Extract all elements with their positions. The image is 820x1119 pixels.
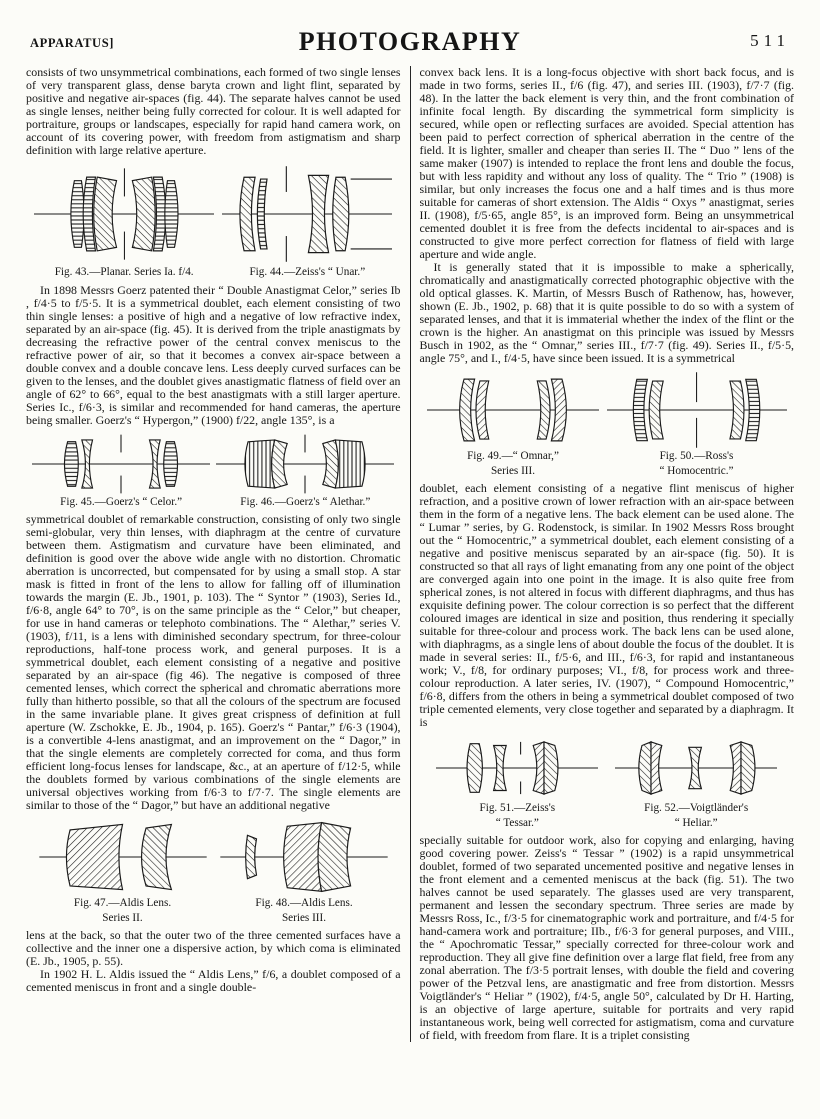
figure-48 <box>219 819 389 924</box>
left-column <box>26 66 410 1042</box>
text-columns <box>26 66 794 1042</box>
lens-diagram-unar-icon <box>222 164 392 264</box>
paragraph-aldis-issue: In 1902 H. L. Aldis issued the “ Aldis Lens,” f/6, a doublet composed of a cemented meniscus in front and a single double- <box>26 967 401 995</box>
figure-caption: Fig. 43.—Planar. Series Ia. f/4. <box>54 266 194 278</box>
paragraph-intro: consists of two unsymmetrical combinations, each formed of two single lenses of very transparent glass, dense baryta crown and light flint, separated by positive and negative air-spaces (fig. 44). The separate halves cannot be used as single lenses, neither being fully corrected for colour. It is well adapted for portraiture, groups or landscapes, especially for rapid hand camera work, on account of its covering power, with freedom from astigmatism and sharp definition with large relative aperture. <box>26 65 401 157</box>
running-head-section: APPARATUS] <box>30 36 115 50</box>
figure-caption: Fig. 45.—Goerz's “ Celor.” <box>60 495 183 508</box>
page-number: 511 <box>750 31 790 50</box>
figure-caption: Fig. 47.—Aldis Lens. <box>73 897 172 910</box>
figure-caption: Fig. 51.—Zeiss's <box>479 802 556 815</box>
figure-row-45-46 <box>26 434 401 509</box>
figure-caption: Series III. <box>281 911 327 924</box>
figure-caption: Fig. 49.—“ Omnar,” <box>467 450 559 462</box>
figure-row-49-50 <box>420 372 795 477</box>
paragraph-busch: It is generally stated that it is impossible to make a spherically, chromatically and anastigmatically corrected photographic objective with the old optical glasses. K. Martin, of Messrs Busch of Rathenow, has, however, shown (E. Jb., 1902, p. 68) that it is quite possible to do so with a system of separated lenses, and that it is immaterial whether the index of the flint or the crown is the higher. An anastigmat on this principle was issued by Messrs Busch in 1902, as the “ Omnar,” series III., f/7·7 (fig. 49). Series II., f/5·5, angle 75°, and I., f/4·5, have since been issued. It is a symmetrical <box>419 260 794 365</box>
paragraph-homocentric: doublet, each element consisting of a negative flint meniscus of higher refraction, and a positive crown of lower refraction with an air-space between them in the form of a negative lens. The back element can be used alone. The “ Lumar ” series, by G. Rodenstock, is similar. In 1902 Messrs Ross brought out the “ Homocentric,” a symmetrical doublet, each element consisting of a negative and positive meniscus separated by an air-space (fig. 50). It is constructed so that all rays of light emanating from any one point of the object are converged again into one point in the image. It is also quite free from spherical zones, is not altered in focus with different diaphragms, and thus has exquisite defining power. The colour correction is so perfect that the different coloured images are identical in size and position, thus rendering it specially suitable for three-colour and process work. The back lens can be used alone, with diaphragms, as a single lens of about double the focus of the doublet. It is made in several series: II., f/5·6, and III., f/6·3, for rapid and instantaneous work; V., f/8, for ordinary purposes; VI., f/8, for process work and three-colour reproduction. A later series, IV. (1907), “ Compound Homocentric,” f/6·8, differs from the others in being a symmetrical doublet composed of two triple cemented elements, very close together and separated by a diaphragm. It is <box>419 481 794 730</box>
lens-diagram-omnar-icon <box>427 372 599 448</box>
figure-45 <box>32 434 210 509</box>
figure-caption: Series II. <box>102 911 143 924</box>
paragraph-aldis-continued: convex back lens. It is a long-focus objective with short back focus, and is made in two forms, series II., f/6 (fig. 47), and series III. (1903), f/7·7 (fig. 48). In the latter the back element is very thin, and the front combination of infinite focal length. By discarding the symmetrical form simplicity is secured, while open or reflecting surfaces are avoided. Special attention has been paid to perfect correction of spherical aberration in the centre of the field. It is lighter, smaller and cheaper than series II. The “ Duo ” lens of the same maker (1907) is intended to replace the front lens and double the focus, but with less rapidity and without any loss of quality. The “ Trio ” (1908) is similar, but only increases the focus one and a half times and is thus more suitable for cameras of short extension. The Aldis “ Oxys ” anastigmat, series II. (1908), f/5·65, angle 85°, is an improved form. Being an unsymmetrical cemented doublet it is free from the defects incidental to air-spaces and is constructed to give more perfect correction for flatness of field with large aperture and wide angle. <box>419 65 794 261</box>
figure-row-47-48 <box>26 819 401 924</box>
lens-diagram-aldis2-icon <box>38 819 208 895</box>
figure-51 <box>436 736 598 829</box>
figure-caption: “ Homocentric.” <box>659 464 734 477</box>
right-column <box>410 66 795 1042</box>
figure-caption: Fig. 50.—Ross's <box>659 450 734 462</box>
lens-diagram-planar-icon <box>34 164 214 264</box>
page-title: PHOTOGRAPHY <box>298 27 522 56</box>
lens-diagram-aldis3-icon <box>219 819 389 895</box>
figure-47 <box>38 819 208 924</box>
figure-caption: Series III. <box>490 464 536 477</box>
figure-43 <box>34 164 214 279</box>
figure-caption: “ Heliar.” <box>674 816 718 829</box>
figure-50 <box>607 372 787 477</box>
lens-diagram-alethar-icon <box>216 434 394 494</box>
paragraph-aldis-back: lens at the back, so that the outer two of the three cemented surfaces have a collective and the inner one a dispersive action, by which coma is eliminated (E. Jb., 1905, p. 55). <box>26 928 401 969</box>
figure-44 <box>222 164 392 279</box>
figure-49 <box>427 372 599 477</box>
lens-diagram-homocentric-icon <box>607 372 787 448</box>
figure-caption: Fig. 46.—Goerz's “ Alethar.” <box>240 495 371 508</box>
figure-46 <box>216 434 394 509</box>
figure-caption: Fig. 48.—Aldis Lens. <box>255 897 353 910</box>
lens-diagram-heliar-icon <box>615 736 777 800</box>
page-header <box>0 0 820 58</box>
paragraph-goerz: In 1898 Messrs Goerz patented their “ Double Anastigmat Celor,” series Ib , f/4·5 to f/5·5. It is a symmetrical doublet, each element consisting of two thin single lenses: a positive of high and a negative of low refractive index, separated by an air-space (fig. 45). It is derived from the triple anastigmats by decreasing the refractive power of the central convex meniscus to the refractive power of air, so that it becomes a convex air-space between a double convex and a double concave lens. Less deeply curved surfaces can be given to the lenses, and the doublet gives anastigmatic flatness of field over an angle of 62° to 66°, equal to the best anastigmats with a still larger aperture. Series Ic., f/6·3, is similar and recommended for hand cameras, the aperture being smaller. Goerz's “ Hypergon,” (1900) f/22, angle 135°, is a <box>26 282 401 427</box>
figure-row-43-44 <box>26 164 401 279</box>
figure-caption: Fig. 52.—Voigtländer's <box>644 802 749 815</box>
lens-diagram-celor-icon <box>32 434 210 494</box>
figure-caption: “ Tessar.” <box>495 816 539 829</box>
figure-52 <box>615 736 777 829</box>
figure-row-51-52 <box>420 736 795 829</box>
paragraph-tessar: specially suitable for outdoor work, also for copying and enlarging, having good covering power. Zeiss's “ Tessar ” (1902) is a rapid unsymmetrical doublet, formed of two separated uncemented positive and negative lenses in the front element and a cemented meniscus at the back (fig. 51). The two halves cannot be used separately. The glasses used are very transparent, permanent and lessen the secondary spectrum. Three series are made by Messrs Ross, Ic., f/3·5 for cinematographic work and portraiture, and f/4·5 for hand-camera work and portraiture; IIb., f/6·3 for general purposes, and VIII., the “ Apochromatic Tessar,” specially corrected for three-colour work and reproduction. They all give fine definition over a large flat field, free from any zonal aberration. The f/3·5 portrait lenses, with double the field and covering power of the Petzval lens, are anastigmatic and free from distortion. Messrs Voigtländer's “ Heliar ” (1902), f/4·5, angle 50°, calculated by Dr H. Harting, is an objective of large aperture, suitable for portraits and very rapid instantaneous work, being well corrected for astigmatism, coma and curvature of field, with freedom from flare. It is a triplet consisting <box>419 833 794 1043</box>
figure-caption: Fig. 44.—Zeiss's “ Unar.” <box>249 266 366 278</box>
paragraph-celor: symmetrical doublet of remarkable construction, consisting of only two single semi-globular, very thin lenses, with diaphragm at the centre of curvature between them. Astigmatism and curvature have been eliminated, and definition is good over the above wide angle with no distortion. Chromatic aberration is uncorrected, but compensated for by using a small stop. A star mask is fitted in front of the lens to allow for falling off of illumination towards the margin (E. Jb., 1901, p. 103). The “ Syntor ” (1903), Series Id., f/6·8, angle 64° to 70°, is on the same principle as the “ Celor,” but cheaper, for use in hand cameras or telephoto combinations. The “ Alethar,” series V. (1903), f/11, is a lens with diminished secondary spectrum, for three-colour reproductions, half-tone process work, and general purposes. It is a symmetrical doublet, each element consisting of a negative and positive separated by an air-space (fig 46). The negative is composed of three cemented lenses, which correct the spherical and chromatic aberrations more fully than hitherto possible, so that all the colours of the spectrum are focused in the same invariable plane. It gives great crispness of definition at full aperture (W. Zschokke, E. Jb., 1904, p. 165). Goerz's “ Pantar,” f/6·3 (1904), is a convertible 4-lens anastigmat, and an improvement on the “ Dagor,” in that the single elements are completely corrected for coma, and thus form efficient long-focus lenses for landscape, &c., at an aperture of f/12·5, while the doublets formed by various combinations of the single elements are universal objectives working from f/6·3 to f/7·7. The single elements are similar to those of the “ Dagor,” but have an additional negative <box>26 512 401 813</box>
lens-diagram-tessar-icon <box>436 736 598 800</box>
